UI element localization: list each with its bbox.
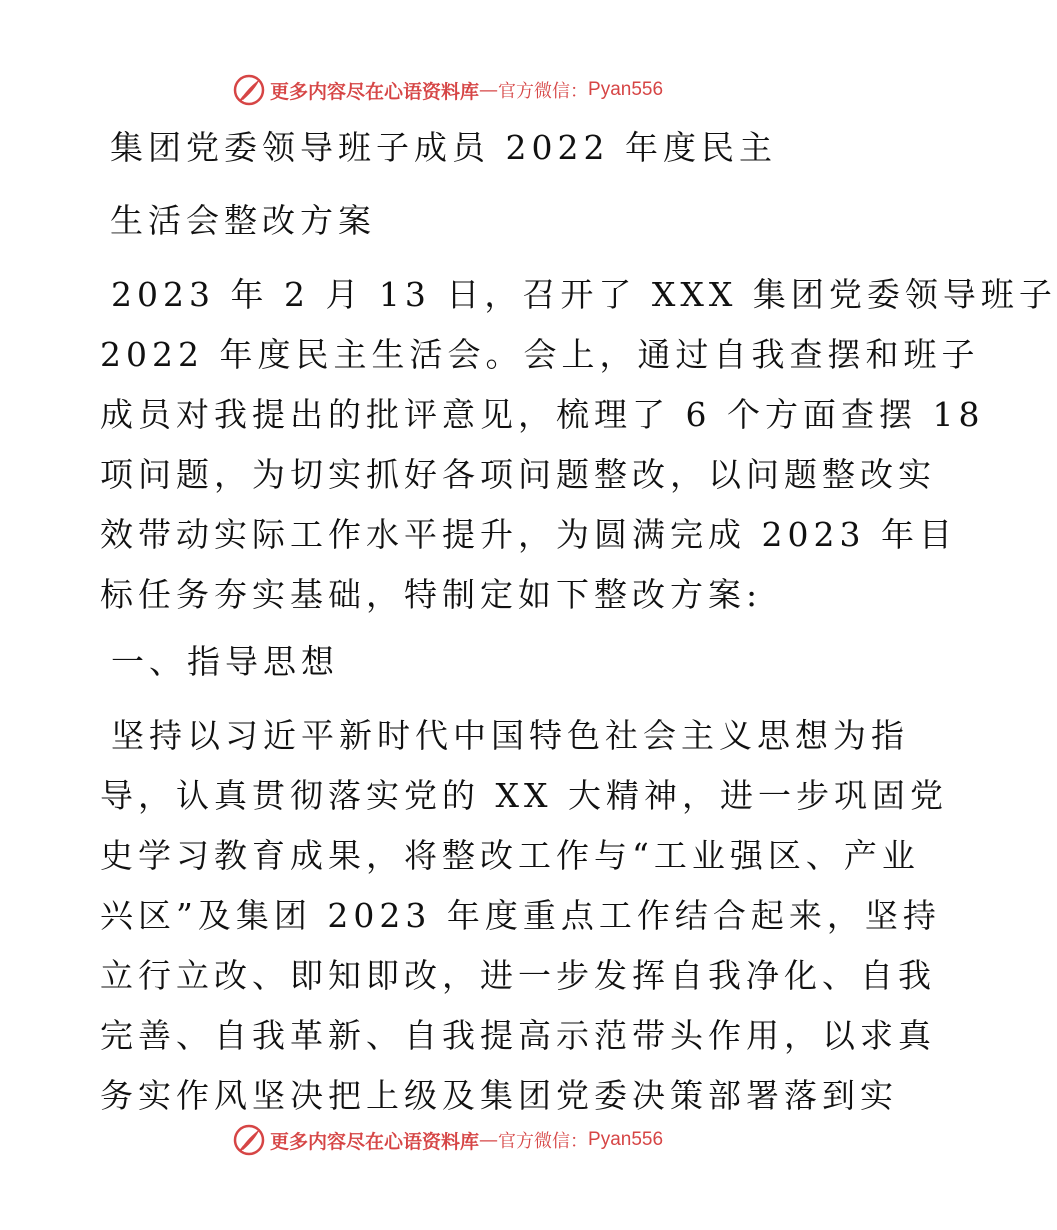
- paragraph1-line-1: 2023 年 2 月 13 日，召开了 XXX 集团党委领导班子: [111, 275, 1057, 314]
- paragraph1-line-6: 标任务夯实基础，特制定如下整改方案:: [100, 575, 763, 614]
- watermark-wechat-id: Pyan556: [588, 79, 664, 100]
- paragraph2-line-7: 务实作风坚决把上级及集团党委决策部署落到实: [100, 1076, 898, 1115]
- watermark-wechat-id: Pyan556: [588, 1129, 664, 1150]
- watermark-official-label: 官方微信：: [498, 1131, 589, 1152]
- paragraph2-line-1: 坚持以习近平新时代中国特色社会主义思想为指: [111, 716, 909, 755]
- section1-heading: 一、指导思想: [111, 642, 339, 681]
- quill-logo-icon: [232, 73, 266, 107]
- paragraph1-line-4: 项问题，为切实抓好各项问题整改，以问题整改实: [100, 455, 936, 494]
- document-title-line-1: 集团党委领导班子成员 2022 年度民主: [110, 128, 777, 167]
- watermark-dash: —: [479, 1129, 499, 1151]
- paragraph1-line-3: 成员对我提出的批评意见，梳理了 6 个方面查摆 18: [100, 395, 985, 434]
- header-watermark: [232, 72, 663, 108]
- watermark-official-label: 官方微信：: [498, 81, 589, 102]
- document-title-line-2: 生活会整改方案: [110, 201, 376, 240]
- watermark-dash: —: [479, 79, 499, 101]
- watermark-site-name: 更多内容尽在心语资料库: [270, 80, 480, 103]
- paragraph1-line-5: 效带动实际工作水平提升，为圆满完成 2023 年目: [100, 515, 957, 554]
- paragraph2-line-5: 立行立改、即知即改，进一步发挥自我净化、自我: [100, 956, 936, 995]
- paragraph2-line-6: 完善、自我革新、自我提高示范带头作用，以求真: [100, 1016, 936, 1055]
- paragraph1-line-2: 2022 年度民主生活会。会上，通过自我查摆和班子: [100, 335, 980, 374]
- paragraph2-line-3: 史学习教育成果，将整改工作与“工业强区、产业: [100, 836, 920, 875]
- footer-watermark: [232, 1122, 663, 1158]
- paragraph2-line-2: 导，认真贯彻落实党的 XX 大精神，进一步巩固党: [100, 776, 948, 815]
- watermark-site-name: 更多内容尽在心语资料库: [270, 1130, 480, 1153]
- paragraph2-line-4: 兴区”及集团 2023 年度重点工作结合起来，坚持: [100, 896, 941, 935]
- quill-logo-icon: [232, 1123, 266, 1157]
